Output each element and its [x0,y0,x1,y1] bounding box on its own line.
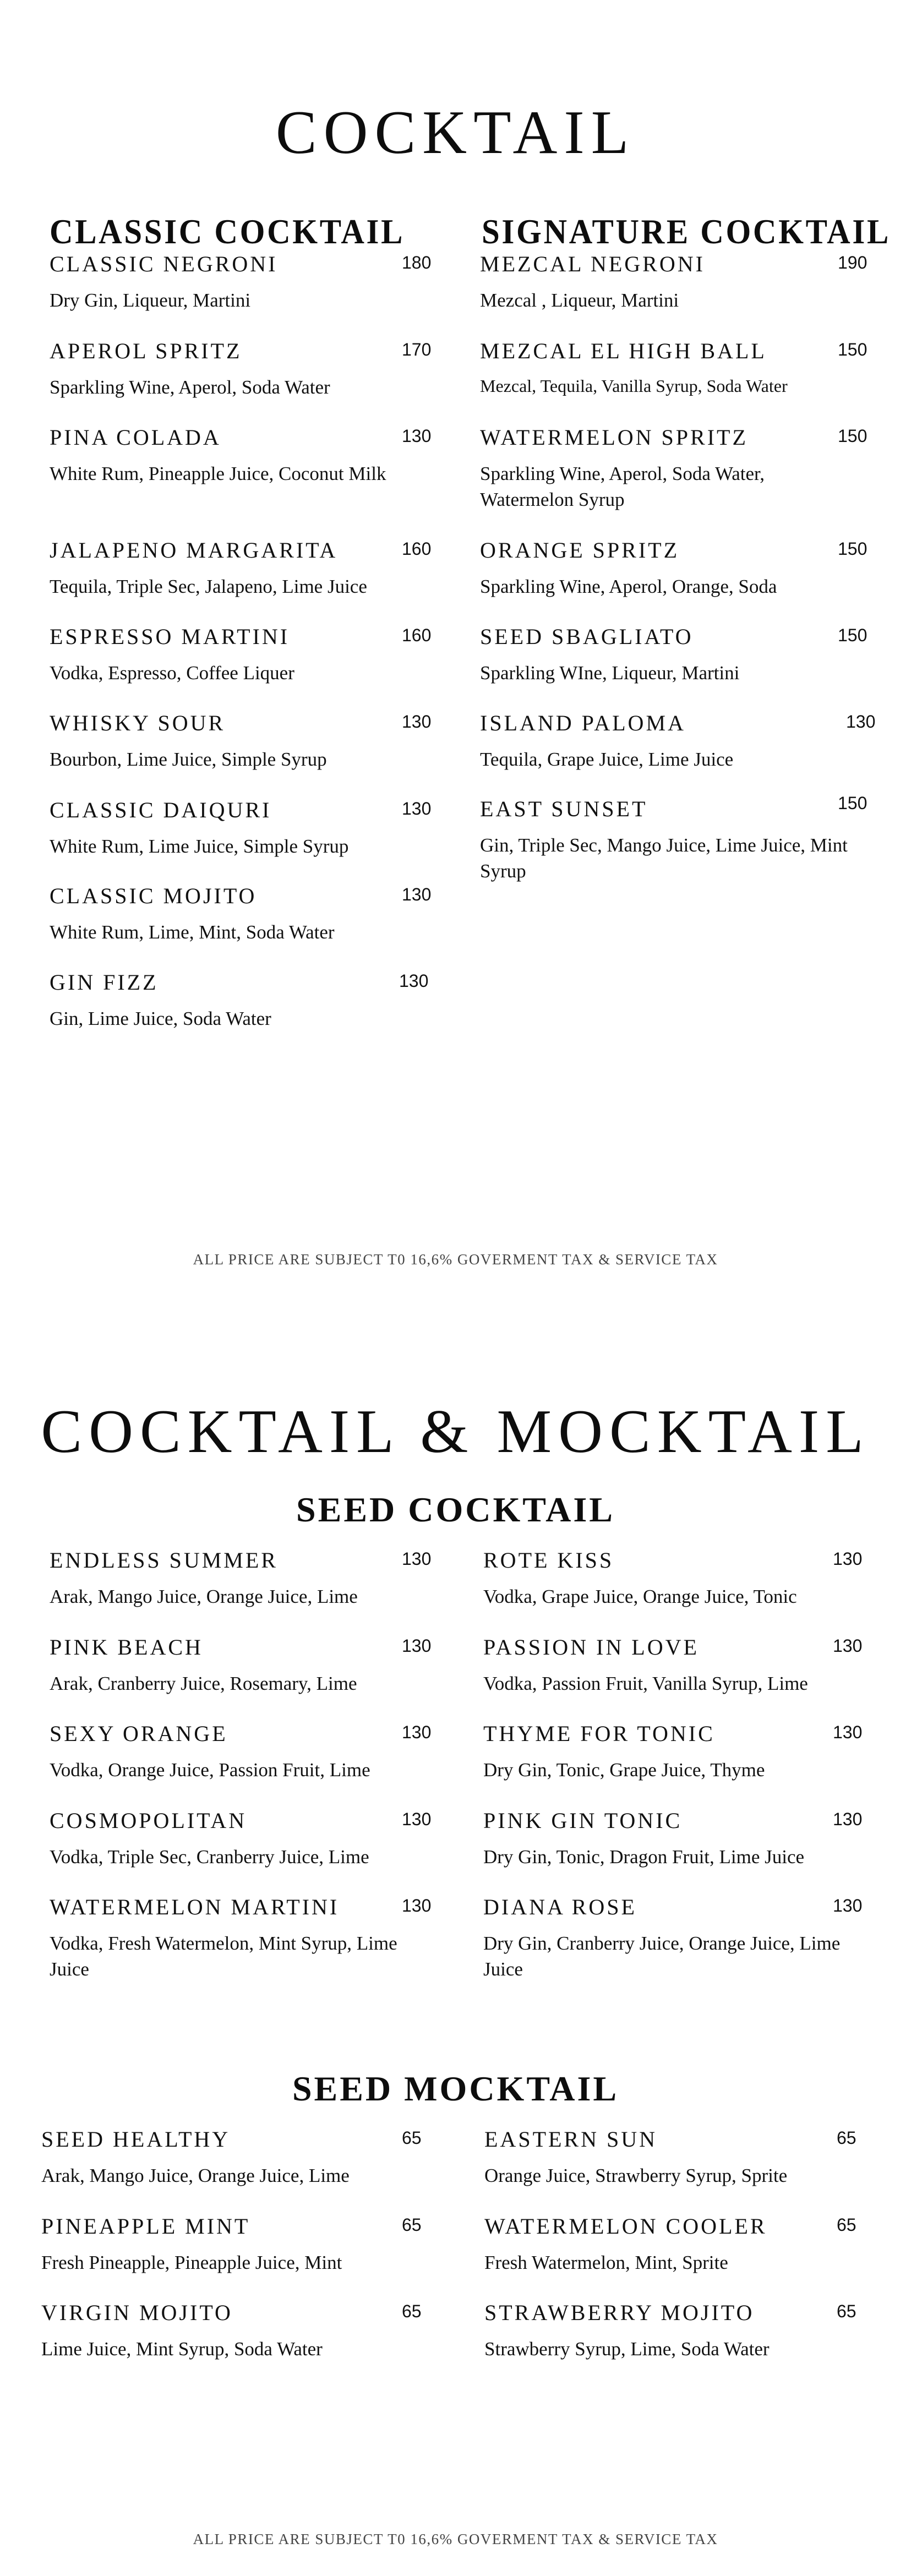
item-price: 150 [838,539,868,559]
item-description: Dry Gin, Tonic, Dragon Fruit, Lime Juice [483,1846,805,1868]
item-price: 130 [402,1896,432,1915]
item-price: 180 [402,253,432,272]
item-price: 65 [402,2215,422,2235]
item-description: Sparkling Wine, Aperol, Soda Water [50,376,330,398]
item-description: Fresh Pineapple, Pineapple Juice, Mint [41,2252,342,2273]
item-description: Orange Juice, Strawberry Syrup, Sprite [484,2165,788,2186]
item-name: EASTERN SUN [484,2127,658,2152]
item-description: Gin, Lime Juice, Soda Water [50,1008,271,1029]
item-price: 130 [846,712,876,732]
item-name: PINA COLADA [50,425,221,450]
item-price: 130 [833,1896,863,1915]
item-description: Arak, Mango Juice, Orange Juice, Lime [41,2165,350,2186]
item-price: 65 [837,2215,857,2235]
item-price: 130 [833,1722,863,1742]
item-name: PINEAPPLE MINT [41,2214,250,2239]
item-price: 150 [838,793,868,813]
item-name: WATERMELON MARTINI [50,1895,340,1919]
item-price: 65 [402,2128,422,2148]
item-name: ENDLESS SUMMER [50,1548,278,1573]
item-name: CLASSIC NEGRONI [50,252,278,276]
item-description: Fresh Watermelon, Mint, Sprite [484,2252,728,2273]
section-heading-signature-cocktail: SIGNATURE COCKTAIL [482,212,891,252]
item-description: Vodka, Orange Juice, Passion Fruit, Lime [50,1759,370,1781]
section-heading-classic-cocktail: CLASSIC COCKTAIL [50,212,405,252]
item-name: ROTE KISS [483,1548,614,1573]
item-name: EAST SUNSET [480,796,648,821]
item-name: MEZCAL EL HIGH BALL [480,339,767,363]
item-name: WATERMELON SPRITZ [480,425,748,450]
item-name: COSMOPOLITAN [50,1808,247,1833]
item-price: 130 [402,712,432,732]
item-description: Strawberry Syrup, Lime, Soda Water [484,2338,770,2360]
item-description: Vodka, Grape Juice, Orange Juice, Tonic [483,1586,797,1607]
item-description: Vodka, Fresh Watermelon, Mint Syrup, Lime Juice [50,1933,397,1980]
item-description: Lime Juice, Mint Syrup, Soda Water [41,2338,323,2360]
item-description: Tequila, Triple Sec, Jalapeno, Lime Juice [50,576,367,597]
item-price: 130 [402,1636,432,1656]
section-heading-seed-cocktail: SEED COCKTAIL [296,1490,615,1530]
item-name: APEROL SPRITZ [50,339,242,363]
item-name: SEED HEALTHY [41,2127,231,2152]
item-name: PINK GIN TONIC [483,1808,683,1833]
menu-page-cocktail-mocktail [0,1288,911,2576]
item-price: 190 [838,253,868,272]
item-description: Sparkling Wine, Aperol, Soda Water, Watermelon Syrup [480,463,765,511]
item-description: Tequila, Grape Juice, Lime Juice [480,749,734,770]
item-name: ESPRESSO MARTINI [50,624,290,649]
item-description: Arak, Cranberry Juice, Rosemary, Lime [50,1673,357,1694]
item-name: CLASSIC MOJITO [50,883,257,908]
item-price: 130 [399,971,429,991]
item-name: MEZCAL NEGRONI [480,252,705,276]
item-description: Vodka, Triple Sec, Cranberry Juice, Lime [50,1846,369,1868]
item-name: JALAPENO MARGARITA [50,538,338,563]
page-title: COCKTAIL [275,99,636,167]
item-name: SEED SBAGLIATO [480,624,694,649]
item-description: White Rum, Pineapple Juice, Coconut Milk [50,463,386,484]
item-price: 150 [838,426,868,446]
item-name: VIRGIN MOJITO [41,2300,233,2325]
item-name: PINK BEACH [50,1635,203,1660]
item-name: ISLAND PALOMA [480,711,686,735]
item-name: WHISKY SOUR [50,711,226,735]
item-price: 160 [402,539,432,559]
item-name: ORANGE SPRITZ [480,538,680,563]
page-title: COCKTAIL & MOCKTAIL [41,1398,870,1466]
item-description: Sparkling WIne, Liqueur, Martini [480,662,740,684]
item-description: Vodka, Espresso, Coffee Liquer [50,662,294,684]
item-name: THYME FOR TONIC [483,1721,715,1746]
item-name: SEXY ORANGE [50,1721,228,1746]
item-price: 130 [402,426,432,446]
item-description: Gin, Triple Sec, Mango Juice, Lime Juice, Mint Syrup [480,834,848,882]
item-description: Dry Gin, Tonic, Grape Juice, Thyme [483,1759,765,1781]
item-description: Mezcal , Liqueur, Martini [480,290,679,311]
item-name: GIN FIZZ [50,970,159,995]
item-price: 130 [402,1809,432,1829]
item-name: WATERMELON COOLER [484,2214,767,2239]
item-description: Dry Gin, Liqueur, Martini [50,290,251,311]
item-price: 130 [402,799,432,818]
item-name: PASSION IN LOVE [483,1635,699,1660]
tax-note: ALL PRICE ARE SUBJECT T0 16,6% GOVERMENT TAX & SERVICE TAX [193,2531,718,2547]
item-description: White Rum, Lime, Mint, Soda Water [50,921,335,943]
item-description: White Rum, Lime Juice, Simple Syrup [50,836,349,857]
item-price: 160 [402,625,432,645]
item-price: 130 [833,1549,863,1569]
item-price: 130 [833,1636,863,1656]
section-heading-seed-mocktail: SEED MOCKTAIL [292,2069,619,2109]
item-description: Dry Gin, Cranberry Juice, Orange Juice, Lime Juice [483,1933,841,1980]
item-price: 150 [838,625,868,645]
item-price: 170 [402,340,432,359]
item-price: 130 [402,885,432,904]
item-price: 130 [833,1809,863,1829]
tax-note: ALL PRICE ARE SUBJECT T0 16,6% GOVERMENT TAX & SERVICE TAX [193,1251,718,1268]
item-description: Vodka, Passion Fruit, Vanilla Syrup, Lime [483,1673,808,1694]
item-price: 65 [402,2301,422,2321]
item-price: 130 [402,1722,432,1742]
item-price: 150 [838,340,868,359]
item-description: Bourbon, Lime Juice, Simple Syrup [50,749,327,770]
item-description: Mezcal, Tequila, Vanilla Syrup, Soda Water [480,376,788,396]
item-name: DIANA ROSE [483,1895,637,1919]
item-price: 65 [837,2128,857,2148]
item-name: STRAWBERRY MOJITO [484,2300,755,2325]
item-price: 65 [837,2301,857,2321]
item-name: CLASSIC DAIQURI [50,798,272,822]
item-description: Arak, Mango Juice, Orange Juice, Lime [50,1586,358,1607]
item-price: 130 [402,1549,432,1569]
item-description: Sparkling Wine, Aperol, Orange, Soda [480,576,777,597]
